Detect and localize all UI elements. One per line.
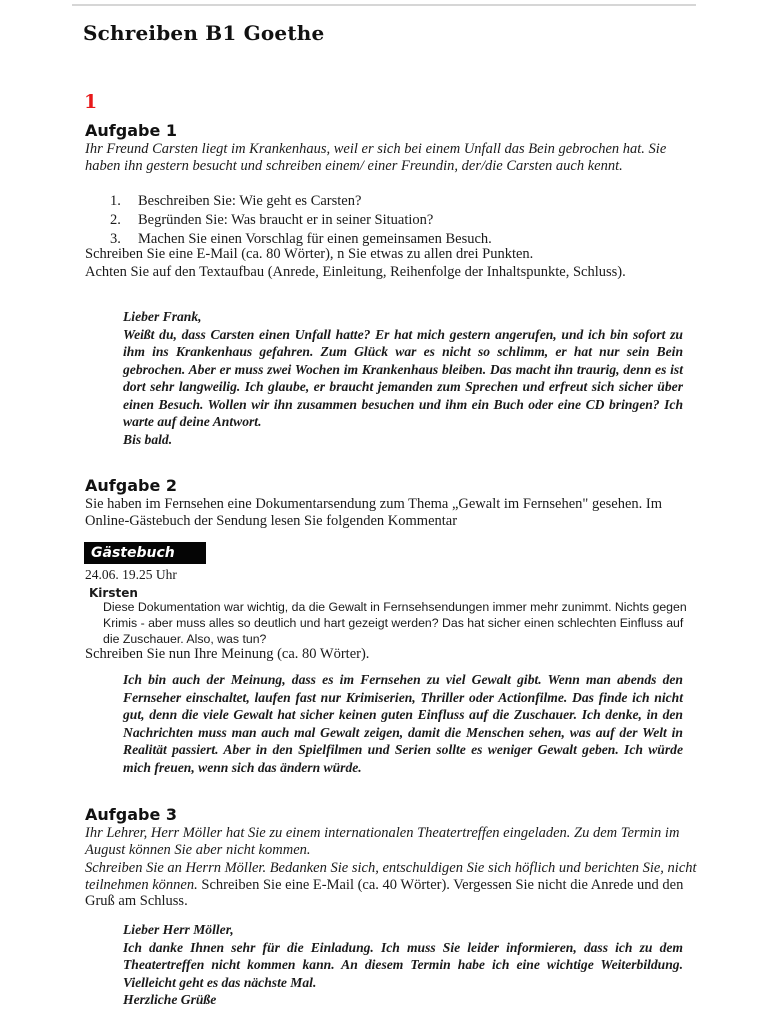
aufgabe-1-instruction-length: Schreiben Sie eine E-Mail (ca. 80 Wörter), n Sie etwas zu allen drei Punkten. [85,246,534,262]
guestbook-author: Kirsten [89,586,138,600]
aufgabe-3-situation: Ihr Lehrer, Herr Möller hat Sie zu einem internationalen Theatertreffen eingeladen. Zu dem Termin im August können Sie aber nicht kommen. [85,825,680,858]
top-divider [72,4,696,6]
letter-closing: Bis bald. [123,431,173,447]
letter-body: Weißt du, dass Carsten einen Unfall hatte? Er hat mich gestern angerufen, und ich bin sofort zu ihm ins Krankenhaus gefahren. Zum Glück war es nicht so schlimm, er hat nur sein Bein gebrochen. Aber er muss zwei Wochen im Krankenhaus bleiben. Das macht ihn traurig, denn es ist dort sehr langweilig. Ich glaube, er braucht jemanden zum Sprechen und erfreut sich sicher über einen Besuch. Wollen wir ihn zusammen besuchen und ihm ein Buch oder eine CD bringen? Ich warte auf deine Antwort. [123,326,683,429]
aufgabe-3-heading: Aufgabe 3 [85,805,177,824]
aufgabe-1-sample-letter [123,308,683,448]
guestbook-date: 24.06. 19.25 Uhr [85,567,177,582]
letter-salutation: Lieber Herr Möller, [123,922,234,937]
answer-body: Ich bin auch der Meinung, dass es im Fernsehen zu viel Gewalt gibt. Wenn man abends den Fernseher einschaltet, laufen fast nur Krimiserien, Thriller oder Actionfilme. Das finde ich nicht gut, denn die viele Gewalt hat sicher keinen guten Einfluss auf die Zuschauer. Ich denke, in den Nachrichten muss man auch mal Gewalt zeigen, damit die Menschen sehen, was auf der Welt in Realität passiert. Aber in den Spielfilmen und Serien sollte es weniger Gewalt geben. Ich würde mich freuen, wenn sich das ändern würde. [123,672,683,775]
letter-body: Ich danke Ihnen sehr für die Einladung. Ich muss Sie leider informieren, dass ich zu dem Theatertreffen nicht kommen kann. An diesem Termin habe ich eine wichtige Weiterbildung. Vielleicht geht es das nächste Mal. [123,939,683,990]
guestbook-label: Gästebuch [84,542,206,564]
document-title: Schreiben B1 Goethe [83,21,325,45]
aufgabe-1-points [110,192,670,249]
aufgabe-1-situation: Ihr Freund Carsten liegt im Krankenhaus, weil er sich bei einem Unfall das Bein gebrochen hat. Sie haben ihn gestern besucht und schreiben einem/ einer Freundin, der/die Carsten auch kennt. [85,141,667,174]
aufgabe-3-task-italic: Schreiben Sie an Herrn Möller. Bedanken Sie sich, entschuldigen Sie sich höflich und berichten Sie, nicht teilnehmen können. [85,860,697,893]
aufgabe-1-instruction-structure: Achten Sie auf den Textaufbau (Anrede, Einleitung, Reihenfolge der Inhaltspunkte, Schluss). [85,264,626,280]
aufgabe-3-task [85,860,697,910]
list-item: 3. Machen Sie einen Vorschlag für einen gemeinsamen Besuch. [110,231,492,247]
aufgabe-3-sample-letter [123,921,683,1009]
aufgabe-2-heading: Aufgabe 2 [85,476,177,495]
aufgabe-2-instruction: Schreiben Sie nun Ihre Meinung (ca. 80 Wörter). [85,646,370,662]
letter-salutation: Lieber Frank, [123,309,202,324]
list-item: 1. Beschreiben Sie: Wie geht es Carsten? [110,193,362,209]
aufgabe-2-sample-answer [123,671,683,776]
aufgabe-2-intro: Sie haben im Fernsehen eine Dokumentarsendung zum Thema „Gewalt im Fernsehen" gesehen. Im Online-Gästebuch der Sendung lesen Sie folgenden Kommentar [85,496,663,529]
list-item: 2. Begründen Sie: Was braucht er in seiner Situation? [110,212,434,228]
aufgabe-3-task-plain: Schreiben Sie eine E-Mail (ca. 40 Wörter). Vergessen Sie nicht die Anrede und den Gruß am Schluss. [85,876,684,910]
section-number: 1 [84,91,98,113]
guestbook-comment: Diese Dokumentation war wichtig, da die Gewalt in Fernsehsendungen immer mehr zunimmt. Nichts gegen Krimis - aber muss alles so deutlich und hart gezeigt werden? Das hat sicher einen schlechten Einfluss auf die Zuschauer. Also, was tun? [103,600,687,646]
letter-closing: Herzliche Grüße [123,992,217,1007]
aufgabe-1-heading: Aufgabe 1 [85,121,177,140]
